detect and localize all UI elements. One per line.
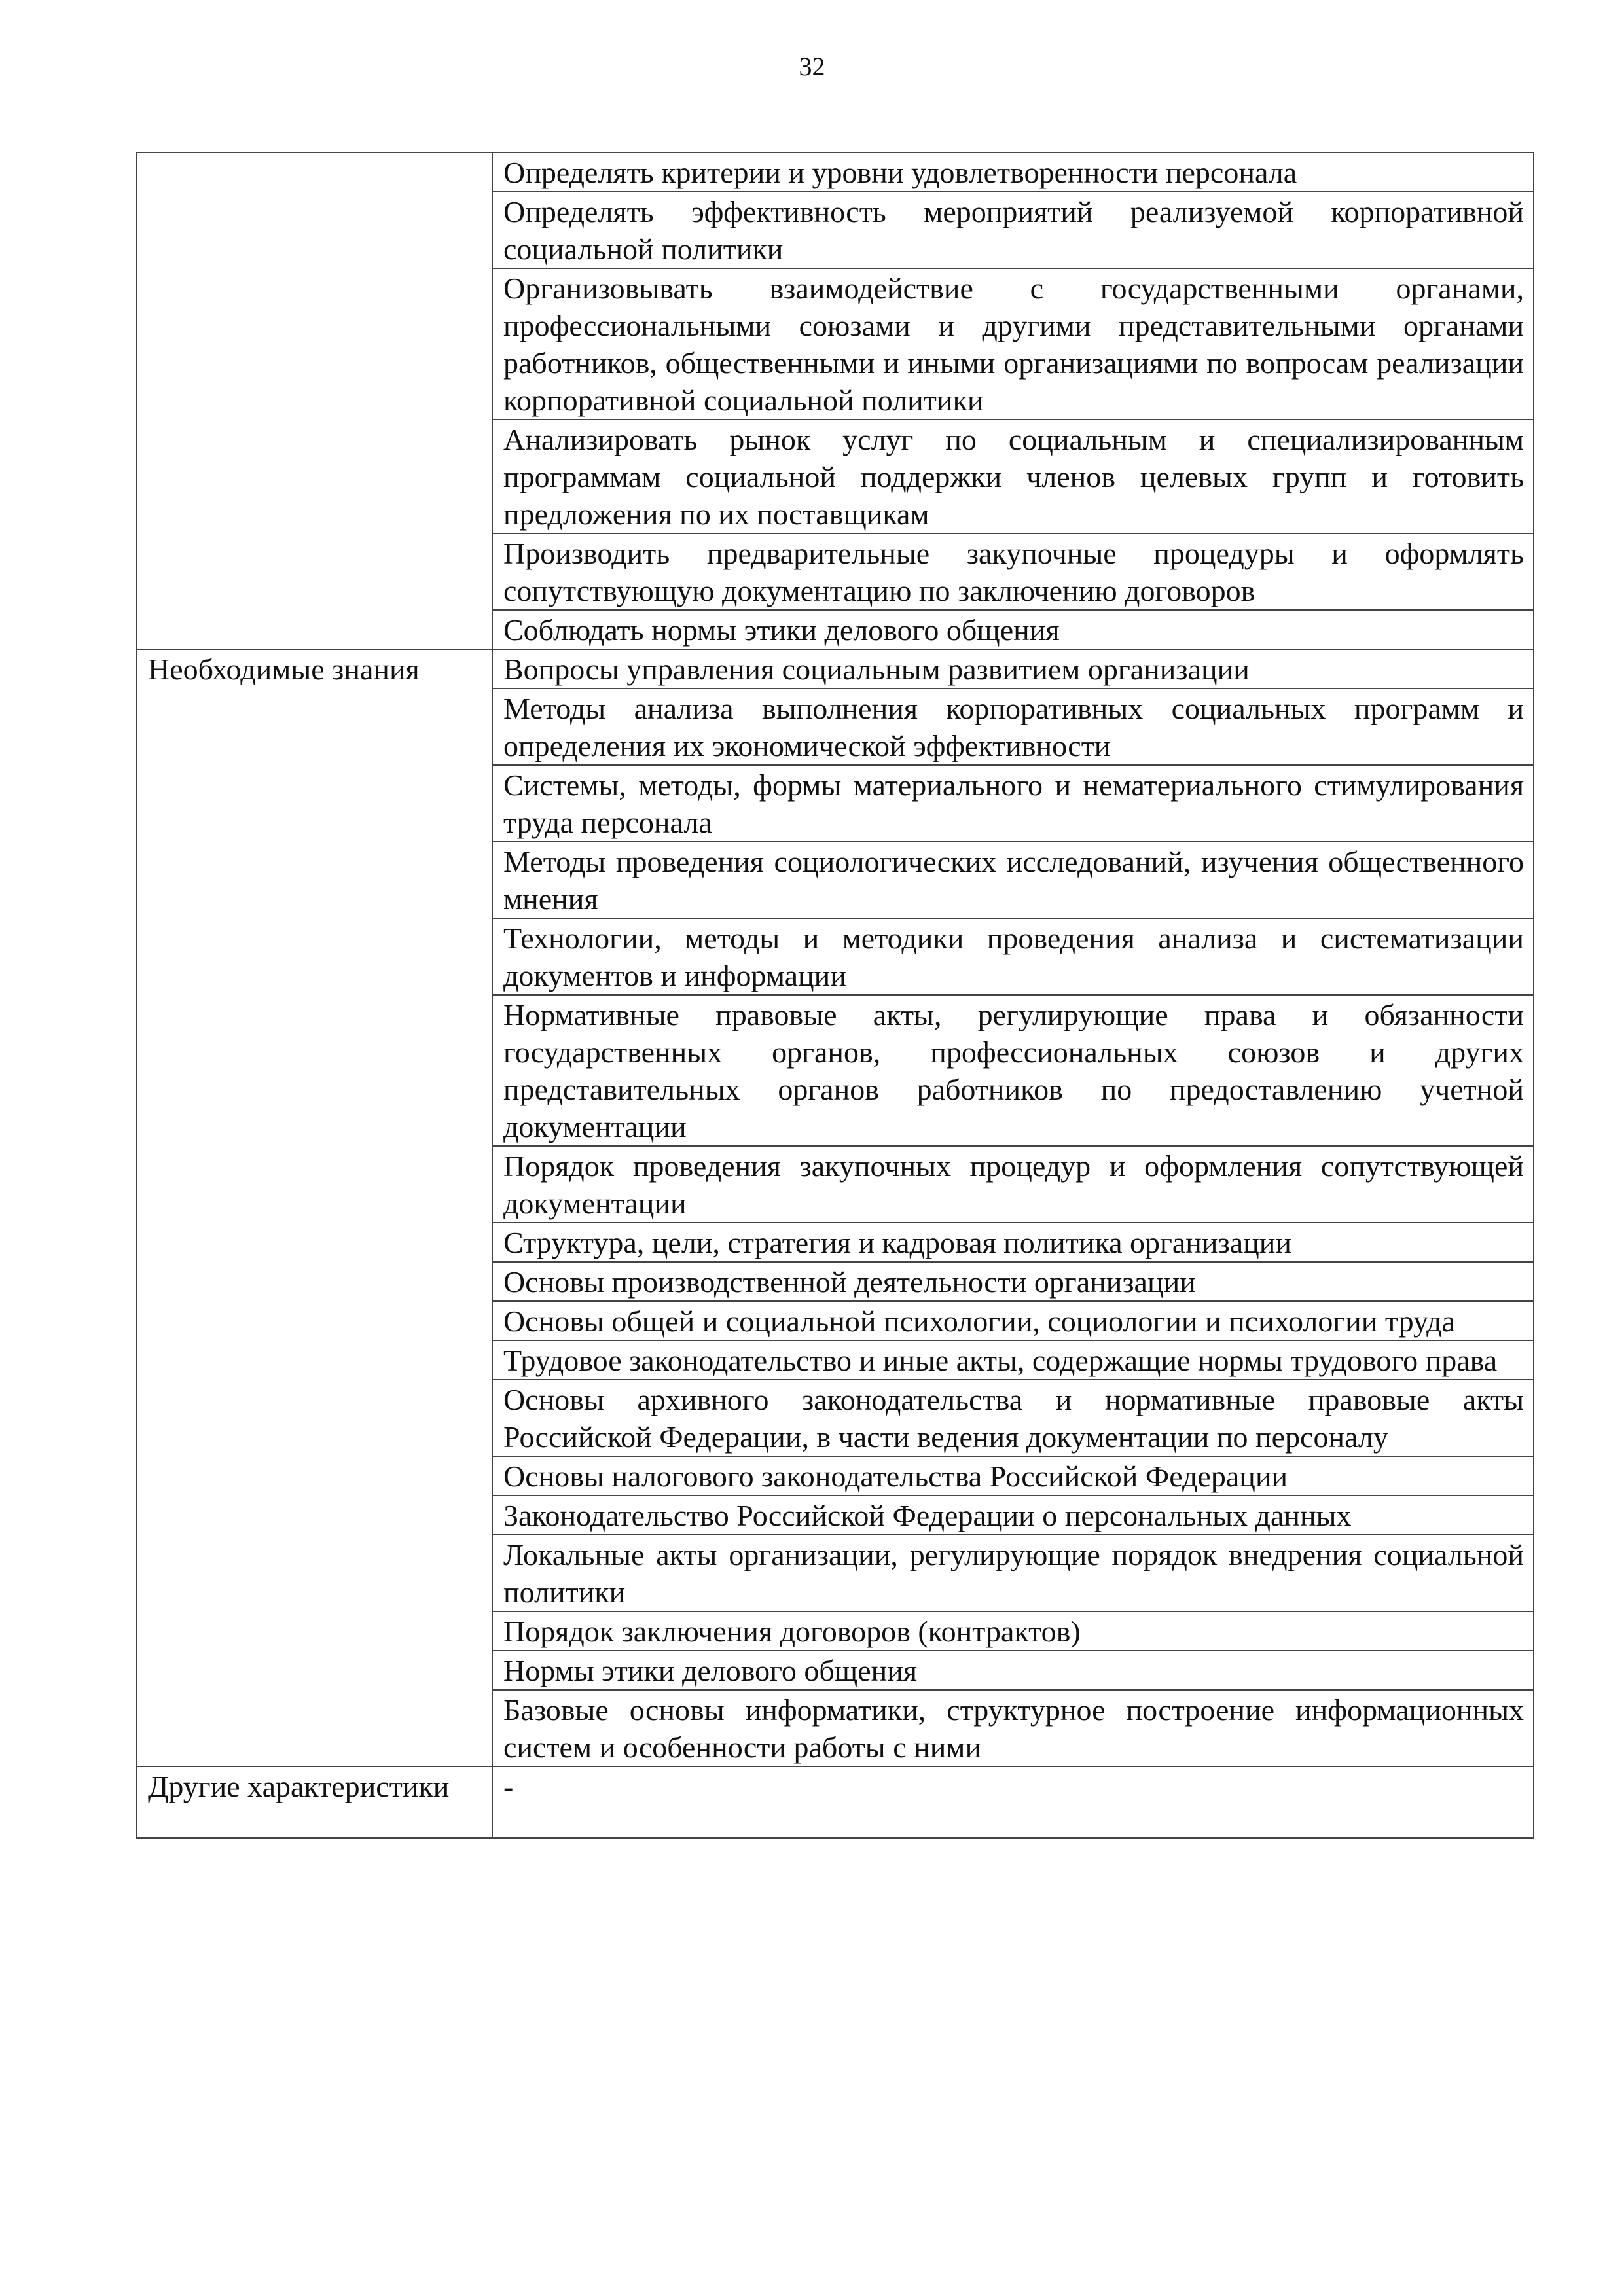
knowledge-item: Методы анализа выполнения корпоративных социальных программ и определения их экономической эффективности	[492, 689, 1534, 765]
knowledge-item: Базовые основы информатики, структурное построение информационных систем и особенности работы с ними	[492, 1690, 1534, 1767]
knowledge-item: Основы производственной деятельности организации	[492, 1262, 1534, 1301]
table-row	[137, 649, 1534, 689]
knowledge-item: Системы, методы, формы материального и нематериального стимулирования труда персонала	[492, 765, 1534, 842]
knowledge-label: Необходимые знания	[137, 649, 492, 1767]
table-row	[137, 152, 1534, 192]
knowledge-item: Вопросы управления социальным развитием организации	[492, 649, 1534, 689]
knowledge-item: Порядок проведения закупочных процедур и оформления сопутствующей документации	[492, 1146, 1534, 1223]
knowledge-item: Локальные акты организации, регулирующие порядок внедрения социальной политики	[492, 1535, 1534, 1611]
skill-item: Производить предварительные закупочные процедуры и оформлять сопутствующую документацию по заключению договоров	[492, 533, 1534, 610]
knowledge-item: Нормативные правовые акты, регулирующие права и обязанности государственных органов, профессиональных союзов и других представительных органов работников по предоставлению учетной документации	[492, 995, 1534, 1146]
knowledge-item: Нормы этики делового общения	[492, 1651, 1534, 1690]
qualification-table	[136, 152, 1534, 1839]
skill-item: Соблюдать нормы этики делового общения	[492, 610, 1534, 649]
skill-item: Организовывать взаимодействие с государственными органами, профессиональными союзами и другими представительными органами работников, общественными и иными организациями по вопросам реализации корпоративной социальной политики	[492, 268, 1534, 420]
page-number: 32	[799, 52, 825, 81]
empty-label-cell	[137, 152, 492, 649]
knowledge-item: Законодательство Российской Федерации о персональных данных	[492, 1496, 1534, 1535]
knowledge-item: Трудовое законодательство и иные акты, содержащие нормы трудового права	[492, 1340, 1534, 1380]
knowledge-item: Технологии, методы и методики проведения анализа и систематизации документов и информации	[492, 918, 1534, 995]
knowledge-item: Основы общей и социальной психологии, социологии и психологии труда	[492, 1301, 1534, 1340]
knowledge-item: Структура, цели, стратегия и кадровая политика организации	[492, 1223, 1534, 1262]
table-row	[137, 1767, 1534, 1838]
knowledge-item: Порядок заключения договоров (контрактов)	[492, 1611, 1534, 1651]
skill-item: Анализировать рынок услуг по социальным и специализированным программам социальной поддержки членов целевых групп и готовить предложения по их поставщикам	[492, 420, 1534, 533]
skill-item: Определять эффективность мероприятий реализуемой корпоративной социальной политики	[492, 192, 1534, 268]
other-characteristics-label: Другие характеристики	[137, 1767, 492, 1838]
other-characteristics-value: -	[492, 1767, 1534, 1838]
knowledge-item: Основы налогового законодательства Российской Федерации	[492, 1456, 1534, 1496]
knowledge-item: Методы проведения социологических исследований, изучения общественного мнения	[492, 842, 1534, 918]
skill-item: Определять критерии и уровни удовлетворенности персонала	[492, 152, 1534, 192]
knowledge-item: Основы архивного законодательства и нормативные правовые акты Российской Федерации, в части ведения документации по персоналу	[492, 1380, 1534, 1456]
